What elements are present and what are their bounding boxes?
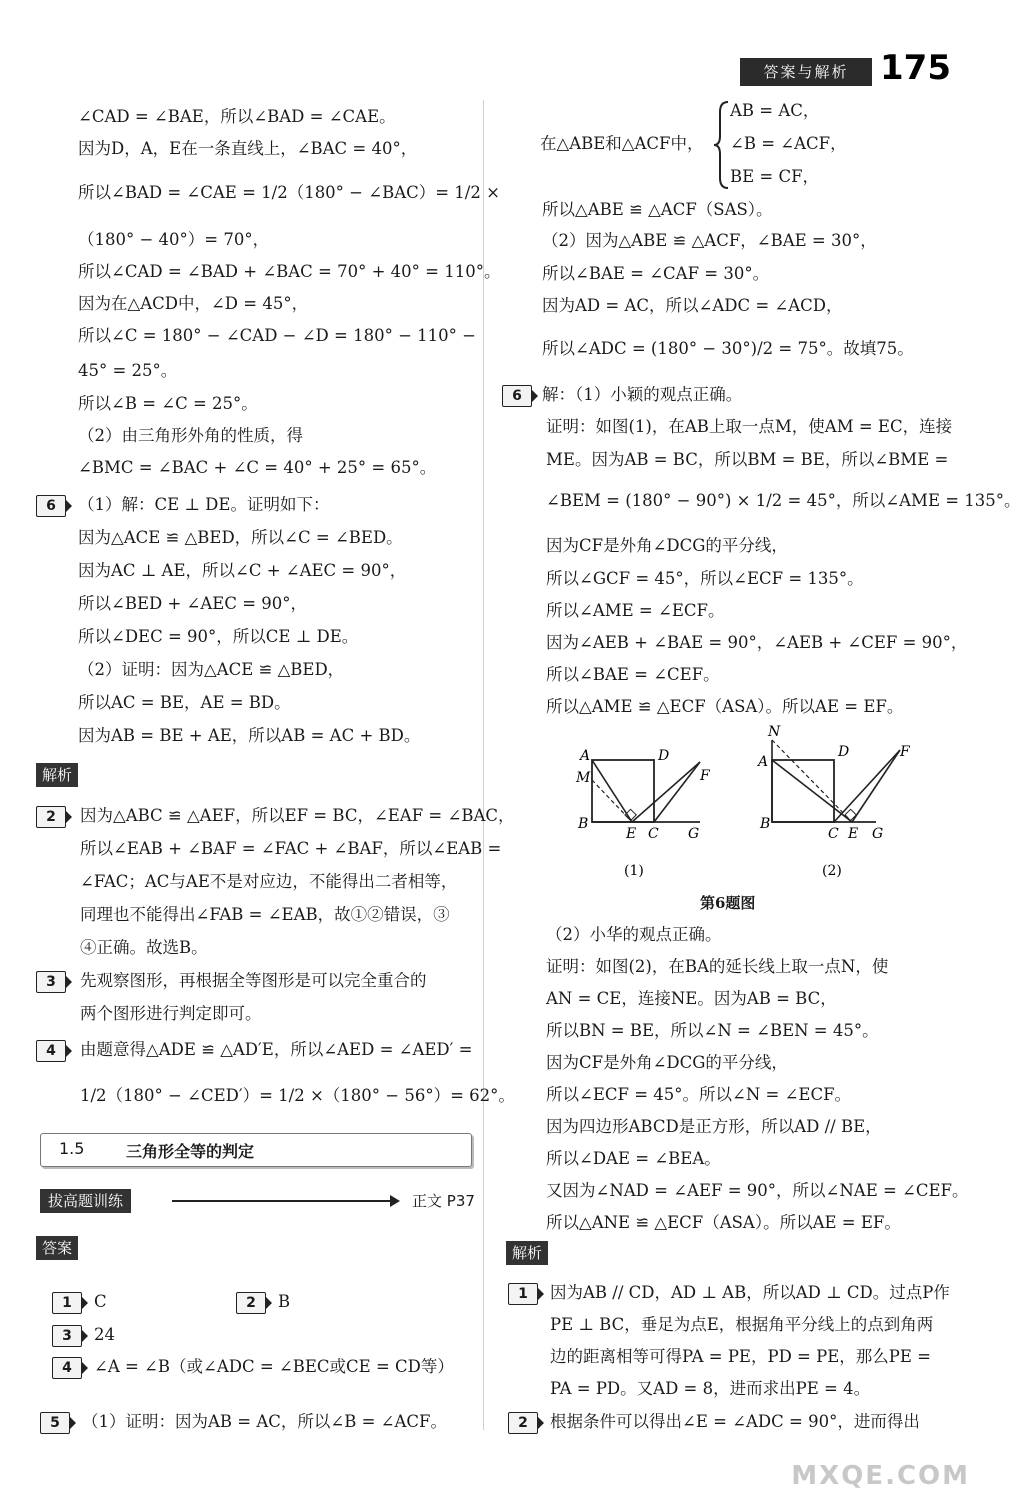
label-c: C bbox=[828, 826, 839, 842]
text-line: 所以∠B = ∠C = 25°。 bbox=[78, 394, 258, 413]
answer-text: ∠A = ∠B（或∠ADC = ∠BEC或CE = CD等） bbox=[94, 1357, 454, 1376]
question-badge: 6 bbox=[502, 385, 532, 407]
text-line: 因为AB // CD，AD ⊥ AB，所以AD ⊥ CD。过点P作 bbox=[550, 1283, 950, 1302]
text-line: 所以∠BAD = ∠CAE = 1/2（180° − ∠BAC）= 1/2 × bbox=[78, 183, 500, 202]
text-line: 因为四边形ABCD是正方形，所以AD // BE， bbox=[546, 1117, 882, 1136]
text-line: 因为AC ⊥ AE，所以∠C + ∠AEC = 90°， bbox=[78, 561, 407, 580]
section-number: 1.5 bbox=[59, 1139, 85, 1158]
label-a: A bbox=[580, 748, 591, 764]
brace-icon bbox=[712, 100, 732, 190]
text-line: 所以∠EAB + ∠BAF = ∠FAC + ∠BAF，所以∠EAB = bbox=[80, 839, 502, 858]
text-line: ∠CAD = ∠BAE，所以∠BAD = ∠CAE。 bbox=[78, 107, 396, 126]
section-title: 三角形全等的判定 bbox=[126, 1142, 255, 1161]
label-m: M bbox=[576, 770, 591, 786]
text-line: （2）证明：因为△ACE ≌ △BED， bbox=[78, 660, 345, 679]
answer-text: （1）证明：因为AB = AC，所以∠B = ∠ACF。 bbox=[82, 1412, 447, 1431]
question-badge: 2 bbox=[236, 1292, 266, 1314]
training-label: 拔高题训练 bbox=[40, 1189, 131, 1213]
label-a: A bbox=[758, 754, 769, 770]
text-line: ∠BEM = (180° − 90°) × 1/2 = 45°，所以∠AME = 135°。 bbox=[546, 491, 1021, 510]
analysis-label: 解析 bbox=[36, 763, 78, 787]
answer-label: 答案 bbox=[36, 1236, 78, 1260]
question-badge: 3 bbox=[36, 971, 66, 993]
text-line: （1）解：CE ⊥ DE。证明如下： bbox=[78, 495, 330, 514]
text-line: 因为D，A，E在一条直线上，∠BAC = 40°， bbox=[78, 139, 418, 158]
text-line: （2）因为△ABE ≌ △ACF，∠BAE = 30°， bbox=[542, 231, 877, 250]
question-badge: 1 bbox=[52, 1292, 82, 1314]
text-line: （2）由三角形外角的性质，得 bbox=[78, 426, 303, 445]
figure-2-caption: (2) bbox=[822, 863, 842, 879]
text-line: 所以△ABE ≌ △ACF（SAS）。 bbox=[542, 200, 773, 219]
label-n: N bbox=[768, 724, 781, 740]
text-line: 因为在△ACD中，∠D = 45°， bbox=[78, 294, 309, 313]
figure-2 bbox=[756, 724, 911, 879]
text-line: 边的距离相等可得PA = PE，PD = PE，那么PE = bbox=[550, 1347, 931, 1366]
text-line: 所以∠C = 180° − ∠CAD − ∠D = 180° − 110° − bbox=[78, 326, 476, 345]
watermark: MXQE.COM bbox=[791, 1461, 970, 1491]
text-line: PE ⊥ BC，垂足为点E，根据角平分线上的点到角两 bbox=[550, 1315, 934, 1334]
label-g: G bbox=[688, 826, 700, 842]
text-line: （180° − 40°）= 70°， bbox=[78, 230, 270, 249]
text-line: 证明：如图(1)，在AB上取一点M，使AM = EC，连接 bbox=[546, 417, 953, 436]
text-line: 所以AC = BE，AE = BD。 bbox=[78, 693, 291, 712]
text-line: 所以∠BAE = ∠CEF。 bbox=[546, 665, 720, 684]
figure-1 bbox=[575, 748, 711, 879]
section-header-box bbox=[40, 1133, 472, 1167]
text-line: 45° = 25°。 bbox=[78, 361, 178, 380]
answer-text: B bbox=[278, 1292, 291, 1311]
text-line: BE = CF， bbox=[730, 167, 820, 186]
answer-text: 24 bbox=[94, 1325, 115, 1344]
text-line: 所以BN = BE，所以∠N = ∠BEN = 45°。 bbox=[546, 1021, 879, 1040]
text-line: 解：（1）小颖的观点正确。 bbox=[542, 385, 743, 404]
answer-text: C bbox=[94, 1292, 107, 1311]
question-badge: 1 bbox=[508, 1283, 538, 1305]
text-line: 1/2（180° − ∠CED′）= 1/2 ×（180° − 56°）= 62°。 bbox=[80, 1086, 515, 1105]
text-line: ∠BMC = ∠BAC + ∠C = 40° + 25° = 65°。 bbox=[78, 458, 437, 477]
text-line: 根据条件可以得出∠E = ∠ADC = 90°，进而得出 bbox=[550, 1412, 920, 1431]
question-badge: 5 bbox=[40, 1412, 70, 1434]
label-f: F bbox=[700, 768, 710, 784]
figure-1-caption: (1) bbox=[624, 863, 644, 879]
text-line: 所以∠ECF = 45°。所以∠N = ∠ECF。 bbox=[546, 1085, 852, 1104]
label-e: E bbox=[848, 826, 859, 842]
text-line: 所以∠BAE = ∠CAF = 30°。 bbox=[542, 264, 770, 283]
text-line: 先观察图形，再根据全等图形是可以完全重合的 bbox=[80, 971, 427, 990]
text-line: （2）小华的观点正确。 bbox=[546, 925, 722, 944]
text-line: 因为CF是外角∠DCG的平分线， bbox=[546, 1053, 788, 1072]
text-line: 因为AB = BE + AE，所以AB = AC + BD。 bbox=[78, 726, 421, 745]
column-divider bbox=[483, 100, 484, 1430]
text-line: 所以∠AME = ∠ECF。 bbox=[546, 601, 725, 620]
question-badge: 2 bbox=[508, 1412, 538, 1434]
text-line: 证明：如图(2)，在BA的延长线上取一点N，使 bbox=[546, 957, 889, 976]
text-line: 由题意得△ADE ≌ △AD′E，所以∠AED = ∠AED′ = bbox=[80, 1040, 473, 1059]
label-c: C bbox=[648, 826, 659, 842]
label-e: E bbox=[626, 826, 637, 842]
text-line: AN = CE，连接NE。因为AB = BC， bbox=[546, 989, 837, 1008]
question-badge: 3 bbox=[52, 1325, 82, 1347]
text-line: 所以∠CAD = ∠BAD + ∠BAC = 70° + 40° = 110°。 bbox=[78, 262, 501, 281]
question-badge: 4 bbox=[52, 1357, 82, 1379]
text-line: 所以△AME ≌ △ECF（ASA）。所以AE = EF。 bbox=[546, 697, 904, 716]
text-line: 因为CF是外角∠DCG的平分线， bbox=[546, 536, 788, 555]
text-line: 同理也不能得出∠FAB = ∠EAB，故①②错误，③ bbox=[80, 905, 450, 924]
page-number: 175 bbox=[880, 48, 951, 88]
label-d: D bbox=[838, 744, 850, 760]
text-line: ∠FAC；AC与AE不是对应边，不能得出二者相等， bbox=[80, 872, 458, 891]
text-line: 因为△ABC ≌ △AEF，所以EF = BC，∠EAF = ∠BAC， bbox=[80, 806, 515, 825]
textbook-page-ref: 正文 P37 bbox=[412, 1192, 475, 1210]
text-line: 所以∠DAE = ∠BEA。 bbox=[546, 1149, 721, 1168]
header-section-tag: 答案与解析 bbox=[740, 58, 872, 86]
label-f: F bbox=[900, 744, 910, 760]
label-g: G bbox=[872, 826, 884, 842]
text-line: 所以∠GCF = 45°，所以∠ECF = 135°。 bbox=[546, 569, 864, 588]
text-line: 因为∠AEB + ∠BAE = 90°，∠AEB + ∠CEF = 90°， bbox=[546, 633, 968, 652]
text-line: 因为AD = AC，所以∠ADC = ∠ACD， bbox=[542, 296, 843, 315]
text-line: ∠B = ∠ACF， bbox=[730, 134, 847, 153]
figure-caption: 第6题图 bbox=[700, 894, 756, 912]
text-line: 所以∠DEC = 90°，所以CE ⊥ DE。 bbox=[78, 627, 359, 646]
question-badge: 6 bbox=[36, 495, 66, 517]
arrow-right-icon bbox=[172, 1200, 392, 1202]
text-line: 两个图形进行判定即可。 bbox=[80, 1004, 262, 1023]
text-line: 又因为∠NAD = ∠AEF = 90°，所以∠NAE = ∠CEF。 bbox=[546, 1181, 969, 1200]
label-d: D bbox=[658, 748, 670, 764]
question-badge: 2 bbox=[36, 806, 66, 828]
text-line: 所以△ANE ≌ △ECF（ASA）。所以AE = EF。 bbox=[546, 1213, 901, 1232]
analysis-label: 解析 bbox=[506, 1241, 548, 1265]
question-badge: 4 bbox=[36, 1040, 66, 1062]
label-b: B bbox=[760, 816, 771, 832]
text-line: AB = AC， bbox=[730, 101, 820, 120]
text-line: PA = PD。又AD = 8，进而求出PE = 4。 bbox=[550, 1379, 871, 1398]
text-line: 所以∠ADC = (180° − 30°)/2 = 75°。故填75。 bbox=[542, 339, 914, 358]
text-line: ④正确。故选B。 bbox=[80, 938, 208, 957]
label-b: B bbox=[578, 816, 589, 832]
text-line: 因为△ACE ≌ △BED，所以∠C = ∠BED。 bbox=[78, 528, 403, 547]
system-prefix: 在△ABE和△ACF中， bbox=[540, 134, 704, 153]
square-abcd bbox=[772, 760, 834, 822]
text-line: 所以∠BED + ∠AEC = 90°， bbox=[78, 594, 308, 613]
text-line: ME。因为AB = BC，所以BM = BE，所以∠BME = bbox=[546, 450, 949, 469]
